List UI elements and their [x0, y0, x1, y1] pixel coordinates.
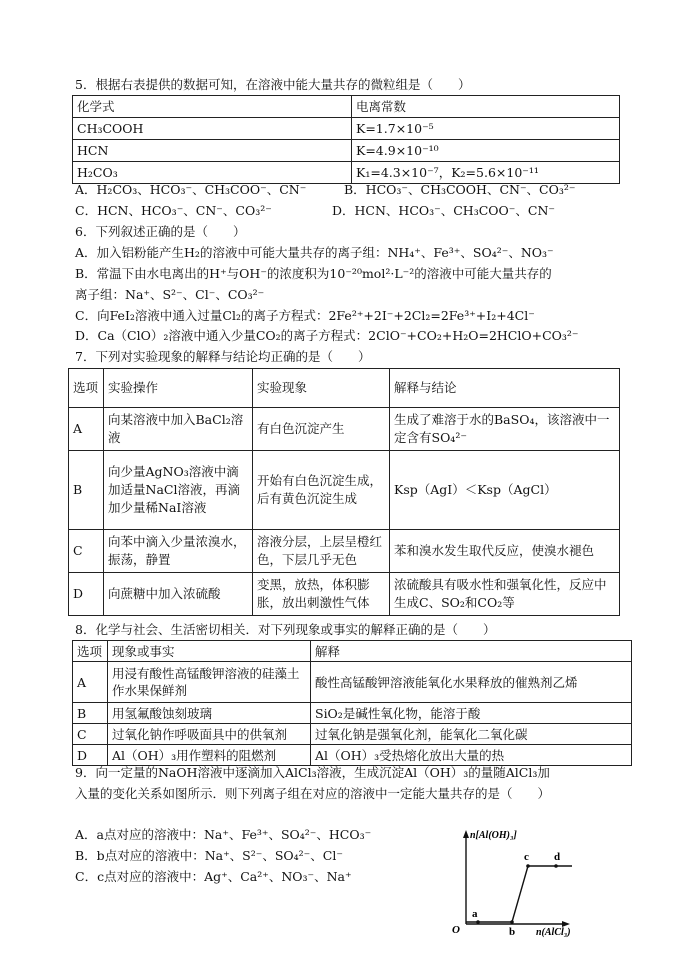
table-cell: A [73, 662, 108, 703]
q5-option-a: A．H₂CO₃、HCO₃⁻、CH₃COO⁻、CN⁻ [75, 182, 307, 197]
table-header: 解释与结论 [390, 369, 620, 408]
table-header: 选项 [73, 641, 108, 662]
table-cell: D [69, 573, 104, 616]
q5-option-d: D．HCN、HCO₃⁻、CH₃COO⁻、CN⁻ [332, 203, 555, 218]
q5-option-c: C．HCN、HCO₃⁻、CN⁻、CO₃²⁻ [75, 203, 272, 218]
table-cell: 变黑，放热，体积膨胀，放出刺激性气体 [253, 573, 390, 616]
table-cell: 苯和溴水发生取代反应，使溴水褪色 [390, 530, 620, 573]
table-cell: 向少量AgNO₃溶液中滴加适量NaCl溶液，再滴加少量稀NaI溶液 [104, 451, 253, 530]
y-axis-label: n[Al(OH)₃] [470, 830, 517, 841]
table-row [73, 140, 620, 162]
table-cell: 溶液分层，上层呈橙红色，下层几乎无色 [253, 530, 390, 573]
q5-table [72, 95, 620, 184]
table-cell: 过氧化钠是强氧化剂，能氧化二氧化碳 [311, 724, 632, 745]
q6-option-b-line2: 离子组：Na⁺、S²⁻、Cl⁻、CO₃²⁻ [75, 287, 265, 302]
table-row [73, 641, 632, 662]
table-cell: 向蔗糖中加入浓硫酸 [104, 573, 253, 616]
curve-segment-bc [512, 866, 528, 922]
q5-option-b: B．HCO₃⁻、CH₃COOH、CN⁻、CO₃²⁻ [344, 182, 576, 197]
table-row [69, 369, 620, 408]
y-axis-arrow [463, 830, 469, 838]
table-cell: 用氢氟酸蚀刻玻璃 [108, 703, 311, 724]
table-cell: Ksp（AgI）＜Ksp（AgCl） [390, 451, 620, 530]
q9-stem-line2: 入量的变化关系如图所示．则下列离子组在对应的溶液中一定能大量共存的是（ ） [75, 786, 551, 801]
table-row [69, 573, 620, 616]
table-cell: C [73, 724, 108, 745]
table-row [69, 530, 620, 573]
table-header: 实验操作 [104, 369, 253, 408]
table-header: 选项 [69, 369, 104, 408]
point-c-label: c [524, 851, 529, 863]
table-row [73, 662, 632, 703]
table-cell: B [73, 703, 108, 724]
q6-option-c: C．向FeI₂溶液中通入过量Cl₂的离子方程式：2Fe²⁺+2I⁻+2Cl₂=2Fe³⁺+I₂+4Cl⁻ [75, 308, 535, 323]
table-cell: Al（OH）₃受热熔化放出大量的热 [311, 745, 632, 766]
q9-stem-line1: 9．向一定量的NaOH溶液中逐滴加入AlCl₃溶液，生成沉淀Al（OH）₃的量随AlCl₃加 [75, 765, 550, 780]
table-cell: D [73, 745, 108, 766]
q9-option-c: C．c点对应的溶液中：Ag⁺、Ca²⁺、NO₃⁻、Na⁺ [75, 869, 352, 884]
table-cell: B [69, 451, 104, 530]
q6-option-b-line1: B．常温下由水电离出的H⁺与OH⁻的浓度积为10⁻²⁰mol²·L⁻²的溶液中可能大量共存的 [75, 266, 552, 281]
q6-option-a: A．加入铝粉能产生H₂的溶液中可能大量共存的离子组：NH₄⁺、Fe³⁺、SO₄²⁻、NO₃⁻ [75, 245, 554, 260]
point-a-label: a [472, 908, 478, 920]
table-cell: K₁=4.3×10⁻⁷，K₂=5.6×10⁻¹¹ [352, 162, 620, 184]
table-row [69, 408, 620, 451]
table-cell: A [69, 408, 104, 451]
x-axis-label: n(AlCl₃) [536, 927, 571, 938]
point-d-label: d [554, 851, 561, 863]
q9-option-a: A．a点对应的溶液中：Na⁺、Fe³⁺、SO₄²⁻、HCO₃⁻ [75, 827, 372, 842]
point-b [510, 920, 514, 924]
table-cell: 向某溶液中加入BaCl₂溶液 [104, 408, 253, 451]
point-d [554, 864, 558, 868]
table-header: 解释 [311, 641, 632, 662]
q5-stem: 5．根据右表提供的数据可知，在溶液中能大量共存的微粒组是（ ） [75, 77, 471, 92]
q8-stem: 8．化学与社会、生活密切相关．对下列现象或事实的解释正确的是（ ） [75, 622, 496, 637]
table-cell: K=1.7×10⁻⁵ [352, 118, 620, 140]
table-cell: CH₃COOH [73, 118, 352, 140]
table-cell: K=4.9×10⁻¹⁰ [352, 140, 620, 162]
table-row [73, 745, 632, 766]
table-header: 电离常数 [352, 96, 620, 118]
point-b-label: b [509, 926, 516, 938]
point-a [476, 920, 480, 924]
q7-table [68, 368, 620, 616]
table-cell: HCN [73, 140, 352, 162]
q6-stem: 6．下列叙述正确的是（ ） [75, 224, 246, 239]
table-cell: Al（OH）₃用作塑料的阻燃剂 [108, 745, 311, 766]
q8-table [72, 640, 632, 766]
table-row [69, 451, 620, 530]
table-cell: 用浸有酸性高锰酸钾溶液的硅藻土作水果保鲜剂 [108, 662, 311, 703]
table-row [73, 96, 620, 118]
table-cell: 酸性高锰酸钾溶液能氧化水果释放的催熟剂乙烯 [311, 662, 632, 703]
point-c [526, 864, 530, 868]
table-cell: 浓硫酸具有吸水性和强氧化性，反应中生成C、SO₂和CO₂等 [390, 573, 620, 616]
q9-graph [448, 828, 618, 938]
q7-stem: 7．下列对实验现象的解释与结论均正确的是（ ） [75, 349, 371, 364]
table-header: 现象或事实 [108, 641, 311, 662]
table-cell: SiO₂是碱性氧化物，能溶于酸 [311, 703, 632, 724]
table-row [73, 703, 632, 724]
table-header: 化学式 [73, 96, 352, 118]
table-row [73, 724, 632, 745]
table-cell: 生成了难溶于水的BaSO₄，该溶液中一定含有SO₄²⁻ [390, 408, 620, 451]
table-cell: 向苯中滴入少量浓溴水，振荡，静置 [104, 530, 253, 573]
table-cell: 开始有白色沉淀生成，后有黄色沉淀生成 [253, 451, 390, 530]
origin-label: O [452, 924, 460, 936]
q9-option-b: B．b点对应的溶液中：Na⁺、S²⁻、SO₄²⁻、Cl⁻ [75, 848, 343, 863]
table-row [73, 118, 620, 140]
table-header: 实验现象 [253, 369, 390, 408]
table-cell: H₂CO₃ [73, 162, 352, 184]
table-cell: 有白色沉淀产生 [253, 408, 390, 451]
table-cell: 过氧化钠作呼吸面具中的供氧剂 [108, 724, 311, 745]
table-cell: C [69, 530, 104, 573]
q6-option-d: D．Ca（ClO）₂溶液中通入少量CO₂的离子方程式：2ClO⁻+CO₂+H₂O=2HClO+CO₃²⁻ [75, 328, 579, 343]
